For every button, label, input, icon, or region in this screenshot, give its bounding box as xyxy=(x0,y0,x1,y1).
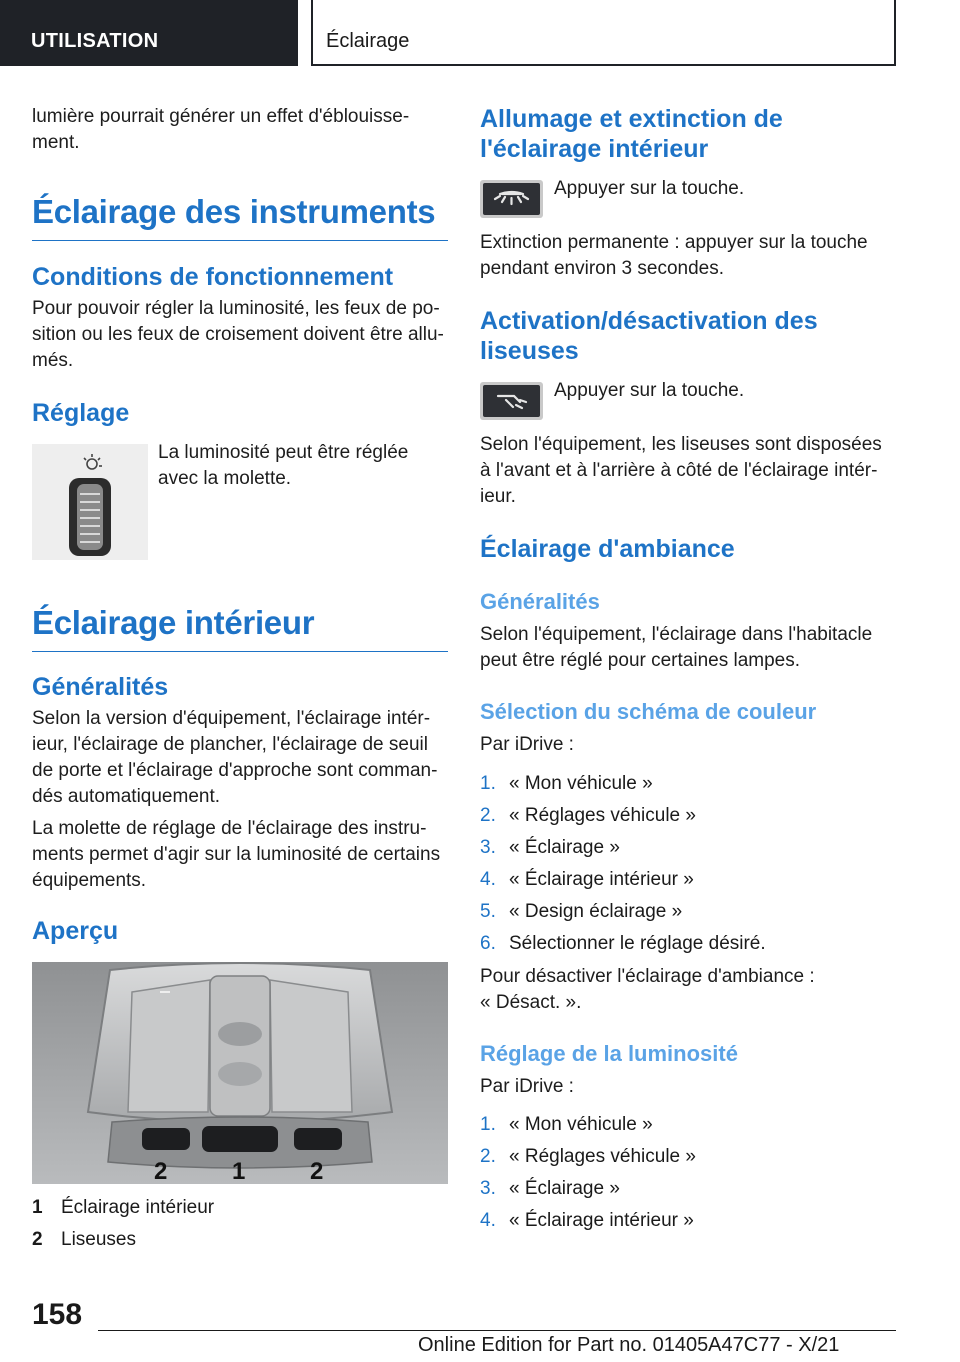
page-number: 158 xyxy=(32,1298,83,1331)
step-number: 2. xyxy=(480,1146,496,1167)
text-line: Pour pouvoir régler la luminosité, les feux de po- xyxy=(32,298,440,319)
page-header xyxy=(0,0,960,66)
step-text: « Mon véhicule » xyxy=(509,1114,653,1135)
text-line: pendant environ 3 secondes. xyxy=(480,258,725,279)
liseuses-paragraph xyxy=(480,432,896,510)
interior-light-button-image xyxy=(480,180,543,218)
step-text: « Éclairage intérieur » xyxy=(509,869,694,890)
heading-line: liseuses xyxy=(480,337,579,365)
heading-reglage: Réglage xyxy=(32,399,130,427)
list-item xyxy=(480,868,694,892)
dimmer-wheel-image xyxy=(32,444,148,560)
heading-instruments: Éclairage des instruments xyxy=(32,192,448,241)
desactiver-paragraph xyxy=(480,964,896,1016)
step-number: 5. xyxy=(480,901,496,922)
heading-luminosite: Réglage de la luminosité xyxy=(480,1041,738,1066)
press-instruction-2: Appuyer sur la touche. xyxy=(554,380,745,401)
step-number: 4. xyxy=(480,1210,496,1231)
step-number: 1. xyxy=(480,773,496,794)
par-idrive-1: Par iDrive : xyxy=(480,734,574,755)
callout-center: 1 xyxy=(232,1158,246,1184)
list-item xyxy=(480,1177,620,1201)
dimmer-wheel-icon xyxy=(32,444,148,560)
text-line: La luminosité peut être réglée xyxy=(158,442,409,463)
text-line: Pour désactiver l'éclairage d'ambiance : xyxy=(480,966,815,987)
list-item xyxy=(480,772,653,796)
reading-light-button-image xyxy=(480,382,543,420)
step-text: « Éclairage » xyxy=(509,837,620,858)
legend-label: Éclairage intérieur xyxy=(61,1197,215,1218)
legend-label: Liseuses xyxy=(61,1229,136,1250)
step-number: 4. xyxy=(480,869,496,890)
text-line: à l'avant et à l'arrière à côté de l'éclairage intér- xyxy=(480,460,878,481)
text-line: més. xyxy=(32,350,74,371)
text-line: lumière pourrait générer un effet d'éblouisse- xyxy=(32,106,410,127)
heading-selection: Sélection du schéma de couleur xyxy=(480,699,817,724)
text-line: ieur. xyxy=(480,486,516,507)
press-instruction-1: Appuyer sur la touche. xyxy=(554,178,745,199)
list-item xyxy=(480,804,696,828)
heading-line: Allumage et extinction de xyxy=(480,105,783,133)
footer-divider xyxy=(98,1330,896,1331)
section-tab xyxy=(0,0,298,66)
heading-generalites: Généralités xyxy=(32,673,169,701)
topic-label: Éclairage xyxy=(326,30,410,52)
heading-interieur: Éclairage intérieur xyxy=(32,603,448,652)
text-line: dés automatiquement. xyxy=(32,786,221,807)
overhead-console-illustration xyxy=(32,962,448,1184)
step-number: 2. xyxy=(480,805,496,826)
list-item xyxy=(480,932,766,956)
step-text: « Éclairage » xyxy=(509,1178,620,1199)
overhead-console-image xyxy=(32,962,448,1184)
step-text: « Éclairage intérieur » xyxy=(509,1210,694,1231)
callout-right: 2 xyxy=(310,1158,324,1184)
par-idrive-2: Par iDrive : xyxy=(480,1076,574,1097)
step-text: « Réglages véhicule » xyxy=(509,805,696,826)
heading-apercu: Aperçu xyxy=(32,917,119,945)
step-text: « Design éclairage » xyxy=(509,901,683,922)
step-number: 1. xyxy=(480,1114,496,1135)
conditions-paragraph xyxy=(32,296,448,374)
legend-item xyxy=(32,1228,136,1252)
text-line: « Désact. ». xyxy=(480,992,582,1013)
extinction-paragraph xyxy=(480,230,896,282)
list-item xyxy=(480,1209,694,1233)
text-line: La molette de réglage de l'éclairage des instru- xyxy=(32,818,427,839)
reading-light-icon xyxy=(480,382,543,420)
list-item xyxy=(480,1113,653,1137)
legend-number: 1 xyxy=(32,1197,43,1218)
list-item xyxy=(480,836,620,860)
text-line: ieur, l'éclairage de plancher, l'éclairage de seuil xyxy=(32,734,428,755)
text-line: Extinction permanente : appuyer sur la touche xyxy=(480,232,868,253)
interior-light-icon xyxy=(480,180,543,218)
topic-tab xyxy=(311,0,896,66)
list-item xyxy=(480,900,682,924)
edition-note: Online Edition for Part no. 01405A47C77 - X/21 xyxy=(418,1334,840,1356)
text-line: ments permet d'agir sur la luminosité de certains xyxy=(32,844,441,865)
ambiance-paragraph xyxy=(480,622,896,674)
section-label: UTILISATION xyxy=(31,30,159,52)
generalites-paragraph-1 xyxy=(32,706,448,810)
text-line: Selon l'équipement, l'éclairage dans l'habitacle xyxy=(480,624,873,645)
heading-activation xyxy=(480,306,896,366)
heading-line: l'éclairage intérieur xyxy=(480,135,709,163)
text-line: ment. xyxy=(32,132,80,153)
legend-number: 2 xyxy=(32,1229,43,1250)
heading-ambiance: Éclairage d'ambiance xyxy=(480,535,735,563)
intro-paragraph xyxy=(32,104,448,156)
text-line: Selon l'équipement, les liseuses sont disposées xyxy=(480,434,882,455)
heading-generalites-right: Généralités xyxy=(480,589,600,614)
legend-item xyxy=(32,1196,214,1220)
reglage-paragraph xyxy=(158,440,448,492)
text-line: équipements. xyxy=(32,870,147,891)
text-line: Selon la version d'équipement, l'éclairage intér- xyxy=(32,708,431,729)
text-line: de porte et l'éclairage d'approche sont comman- xyxy=(32,760,438,781)
step-text: « Mon véhicule » xyxy=(509,773,653,794)
step-number: 3. xyxy=(480,1178,496,1199)
step-text: « Réglages véhicule » xyxy=(509,1146,696,1167)
text-line: peut être réglé pour certaines lampes. xyxy=(480,650,801,671)
step-number: 3. xyxy=(480,837,496,858)
heading-line: Activation/désactivation des xyxy=(480,307,818,335)
step-number: 6. xyxy=(480,933,496,954)
list-item xyxy=(480,1145,696,1169)
heading-conditions: Conditions de fonctionnement xyxy=(32,263,394,291)
heading-allumage xyxy=(480,104,896,164)
generalites-paragraph-2 xyxy=(32,816,448,894)
step-text: Sélectionner le réglage désiré. xyxy=(509,933,766,954)
text-line: avec la molette. xyxy=(158,468,292,489)
callout-left: 2 xyxy=(154,1158,168,1184)
text-line: sition ou les feux de croisement doivent être allu- xyxy=(32,324,444,345)
